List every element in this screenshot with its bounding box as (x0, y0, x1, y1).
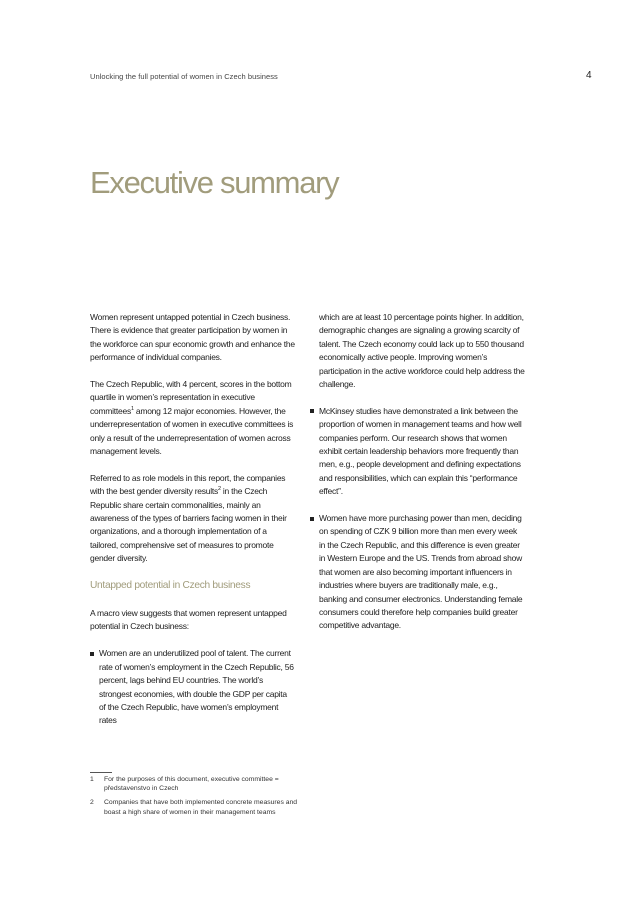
left-column (90, 311, 295, 741)
bullet-marker-icon (310, 409, 314, 413)
footnote-number: 2 (90, 799, 94, 807)
bullet-marker-icon (90, 652, 94, 656)
page-title: Executive summary (90, 165, 339, 200)
section-subheading: Untapped potential in Czech business (90, 580, 251, 592)
bullet-item-performance (310, 405, 525, 499)
bullet-text: McKinsey studies have demonstrated a link between the proportion of women in management teams and how well companies perform. Our research shows that women exhibit certain leadership behaviors more frequently than men, e.g., people development and defining expectations and responsibilities, which can explain this “performance effect”. (319, 405, 522, 497)
role-models-text-b: in the Czech Republic share certain commonalities, mainly an awareness of the types of barriers facing women in their organizations, and a thorough implementation of a tailored, comprehensive set of measures to promote gender diversity. (90, 486, 287, 564)
representation-paragraph (90, 378, 295, 458)
bullet-marker-icon (310, 517, 314, 521)
footnote-text: For the purposes of this document, executive committee = představenstvo in Czech (104, 776, 279, 793)
intro-paragraph: Women represent untapped potential in Czech business. There is evidence that greater participation by women in the workforce can spur economic growth and enhance the performance of individual companies. (90, 312, 295, 363)
footnote-1 (90, 775, 310, 793)
page-number: 4 (586, 70, 592, 81)
representation-text-b: among 12 major economies. However, the underrepresentation of women in executive committees is only a result of the underrepresentation of women across management levels. (90, 405, 294, 457)
footnote-text: Companies that have both implemented concrete measures and boast a high share of women in their management teams (104, 799, 298, 816)
footnote-2 (90, 798, 310, 816)
bullet-item-talent (90, 647, 295, 727)
footnote-number: 1 (90, 776, 94, 783)
bullet-item-purchasing-power (310, 512, 525, 633)
footnote-divider (90, 772, 112, 773)
footnote-ref-2: 2 (217, 486, 221, 493)
role-models-paragraph (90, 472, 295, 566)
bullet-text: Women are an underutilized pool of talent. The current rate of women’s employment in the Czech Republic, 56 percent, lags behind EU countries. The world’s strongest economies, with double the GDP per capita of the Czech Republic, have women’s employment rates (99, 648, 294, 726)
representation-text-a: The Czech Republic, with 4 percent, scores in the bottom quartile in women’s representation in executive committees (90, 379, 292, 416)
running-header: Unlocking the full potential of women in Czech business (90, 72, 278, 81)
footnote-ref-1: 1 (130, 406, 134, 412)
role-models-text-a: Referred to as role models in this report, the companies with the best gender diversity results (90, 472, 286, 497)
bullet-continuation: which are at least 10 percentage points higher. In addition, demographic changes are signaling a growing scarcity of talent. The Czech economy could lack up to 550 thousand economically active people. Improving women’s participation in the active workforce could help address the challenge. (319, 312, 525, 390)
macro-view-paragraph: A macro view suggests that women represent untapped potential in Czech business: (90, 608, 287, 632)
bullet-text: Women have more purchasing power than men, deciding on spending of CZK 9 billion more than men every week in the Czech Republic, and this difference is even greater in Western Europe and the US. Trends from abroad show that women are also becoming important influencers in industries where buyers are traditionally male, e.g., banking and consumer electronics. Understanding female consumers could therefore help companies build greater competitive advantage. (319, 513, 523, 631)
right-column (310, 311, 525, 646)
footnotes (90, 775, 310, 822)
